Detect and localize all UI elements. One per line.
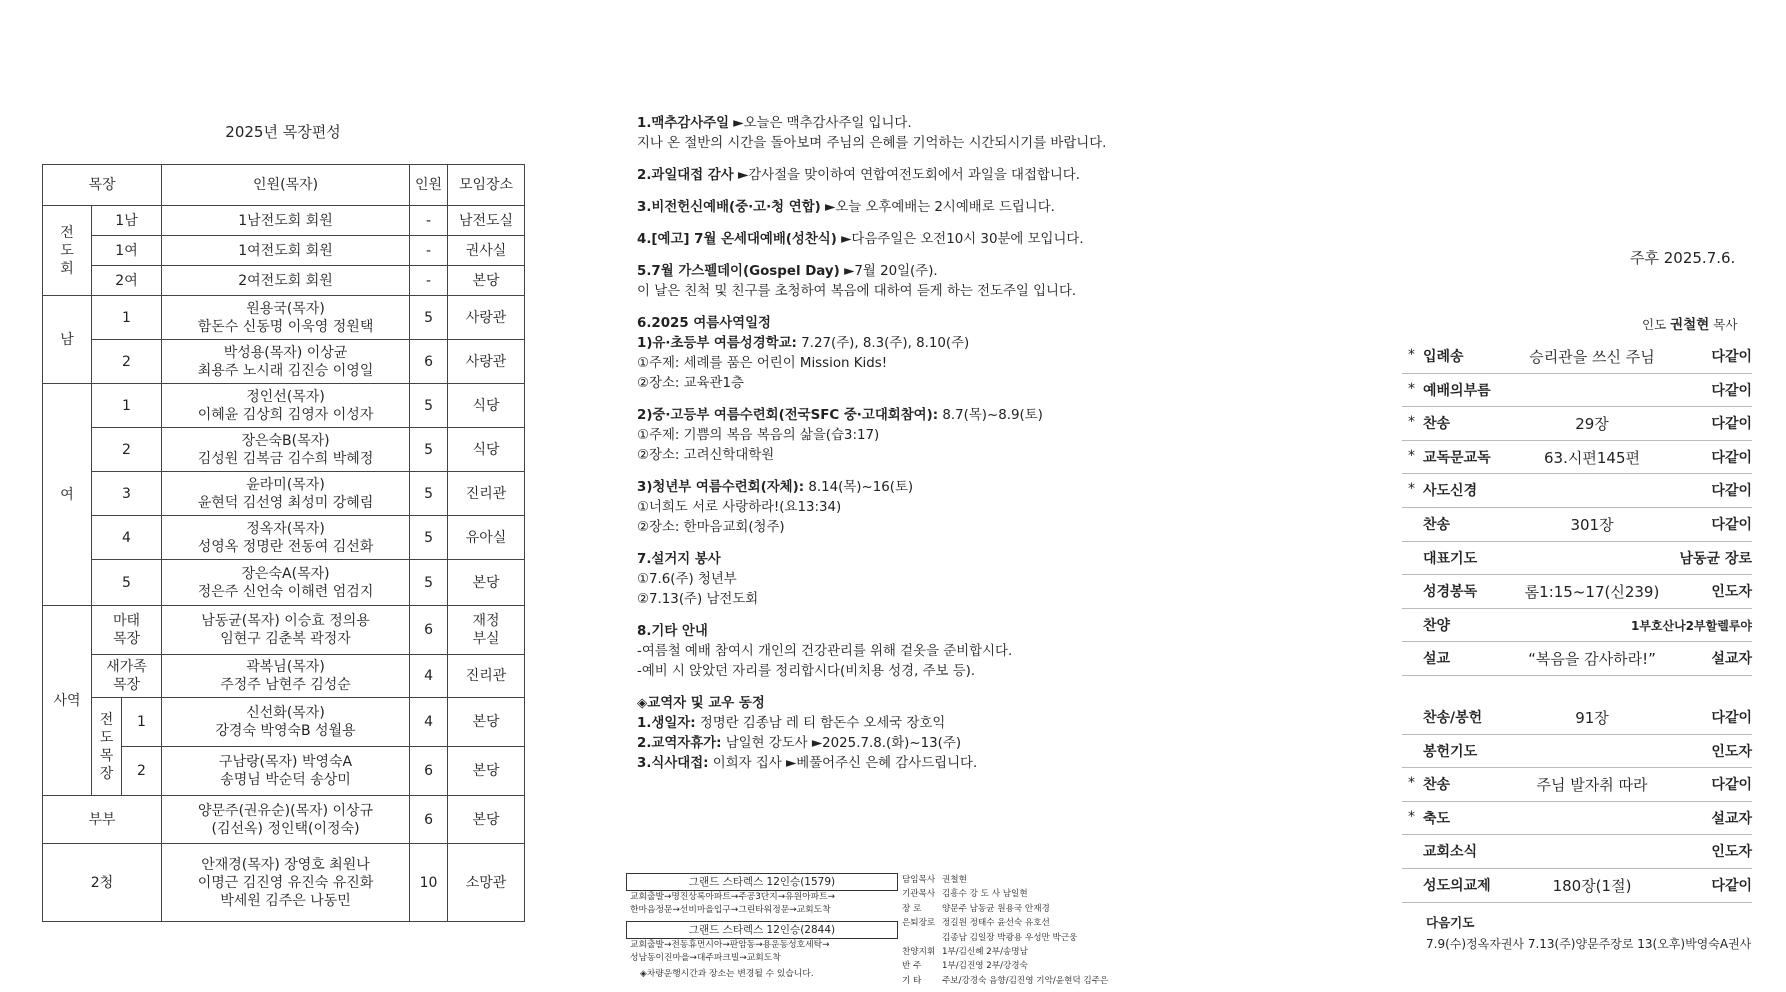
row-place: 진리관: [448, 655, 525, 698]
row-count: 6: [410, 747, 448, 796]
worship-item: 찬송/봉헌 91장 다같이: [1402, 701, 1752, 735]
row-place: 남전도실: [448, 206, 525, 236]
news-birthday: 1.생일자: 정명란 김종남 레 티 함돈수 오세국 장호익: [637, 716, 946, 731]
announcement-7-title: 7.설거지 봉사: [637, 552, 721, 567]
row-count: 5: [410, 516, 448, 560]
worship-item: * 찬송 29장 다같이: [1402, 407, 1752, 441]
row-count: 5: [410, 384, 448, 428]
row-count: 4: [410, 655, 448, 698]
worship-item: 대표기도 남동균 장로: [1402, 542, 1752, 576]
row-name: 2: [92, 428, 162, 472]
staff-row: 장 로 양문주 남동균 원용국 안재경: [902, 903, 1050, 914]
worship-item: * 찬송 주님 발자취 따라 다같이: [1402, 768, 1752, 802]
table-row: [43, 844, 525, 922]
announcement-8-item: -예비 시 앉았던 자리를 정리합시다(비치용 성경, 주보 등).: [637, 664, 976, 679]
group-label-jeondohoe: 전 도 회: [43, 206, 92, 296]
row-count: 5: [410, 560, 448, 606]
staff-row: 은퇴장로 정길원 정태수 윤선숙 유호선: [902, 918, 1050, 929]
row-place: 사랑관: [448, 340, 525, 384]
row-count: 10: [410, 844, 448, 922]
route-1-line: 교회출발→명진상록아파트→주공3단지→유원아파트→: [630, 892, 836, 902]
row-place: 유아실: [448, 516, 525, 560]
row-members: 양문주(권유순)(목자) 이상규 (김선옥) 정인택(이정숙): [162, 796, 410, 844]
worship-item: 찬송 301장 다같이: [1402, 508, 1752, 542]
row-members: 장은숙A(목자) 정은주 신언숙 이해련 엄검지: [162, 560, 410, 606]
row-place: 재정 부실: [448, 606, 525, 655]
route-2-line: 성남동이진마을→대주파크빌→교회도착: [630, 953, 781, 963]
group-label-yeo: 여: [43, 384, 92, 606]
staff-row: 찬양지휘 1부/김신혜 2부/송명남: [902, 947, 1028, 958]
announcement-7-item: ②7.13(주) 남전도회: [637, 592, 759, 607]
staff-row: 담임목사 권철현: [902, 875, 967, 885]
row-name: 1: [92, 384, 162, 428]
table-row: [43, 236, 525, 266]
announcement-2: 2.과일대접 감사 ►감사절을 맞이하여 연합여전도회에서 과일을 대접합니다.: [637, 168, 1080, 183]
row-members: 1남전도회 회원: [162, 206, 410, 236]
row-members: 1여전도회 회원: [162, 236, 410, 266]
table-row: [43, 266, 525, 296]
table-header-row: [43, 165, 525, 206]
worship-item: 봉헌기도 인도자: [1402, 735, 1752, 769]
route-1-line: 한마음정문→선비마을입구→그린타워정문→교회도착: [630, 905, 831, 915]
row-count: -: [410, 206, 448, 236]
row-place: 사랑관: [448, 296, 525, 340]
table-row: [43, 340, 525, 384]
table-title: 2025년 목장편성: [225, 123, 341, 141]
group-label-nam: 남: [43, 296, 92, 384]
worship-order-after-sermon: [1402, 701, 1752, 903]
row-count: 5: [410, 472, 448, 516]
worship-item: * 교독문교독 63.시편145편 다같이: [1402, 441, 1752, 475]
route-2-line: 교회출발→전동휴먼시아→판암동→용운동성호세탁→: [630, 940, 830, 950]
announcement-3: 3.비전헌신예배(중·고·청 연합) ►오늘 오후예배는 2시예배로 드립니다.: [637, 200, 1055, 215]
row-members: 곽복님(목자) 주정주 남현주 김성순: [162, 655, 410, 698]
row-name: 1남: [92, 206, 162, 236]
row-count: 6: [410, 606, 448, 655]
row-count: -: [410, 266, 448, 296]
staff-row: 김종남 김일장 박광용 우성만 박근웅: [942, 932, 1078, 943]
vehicle-box-2: 그랜드 스타렉스 12인승(2844): [626, 921, 898, 939]
staff-row: 기관목사 김흥수 강 도 사 남일현: [902, 889, 1028, 900]
table-row: [43, 796, 525, 844]
staff-row: 반 주 1부/김진영 2부/강경숙: [902, 961, 1028, 972]
row-place: 진리관: [448, 472, 525, 516]
worship-order: [1402, 340, 1752, 676]
row-name: 부부: [43, 796, 162, 844]
announcement-6-title: 6.2025 여름사역일정: [637, 316, 771, 331]
announcement-4: 4.[예고] 7월 온세대예배(성찬식) ►다음주일은 오전10시 30분에 모입니다.: [637, 232, 1084, 247]
row-members: 정인선(목자) 이혜윤 김상희 김영자 이성자: [162, 384, 410, 428]
staff-row: 기 타 주보/강경숙 음향/김진영 기악/윤현덕 김주은: [902, 975, 1109, 986]
worship-item: 성도의교제 180장(1절) 다같이: [1402, 869, 1752, 903]
row-name: 3: [92, 472, 162, 516]
row-name: 2: [92, 340, 162, 384]
announcements: [637, 114, 1157, 774]
table-row: [43, 560, 525, 606]
row-name: 2여: [92, 266, 162, 296]
row-place: 소망관: [448, 844, 525, 922]
table-row: [43, 384, 525, 428]
worship-item: * 예배의부름 다같이: [1402, 374, 1752, 408]
row-members: 남동균(목자) 이승효 정의용 임현구 김춘복 곽정자: [162, 606, 410, 655]
announcement-6-1: 1)유·초등부 여름성경학교: 7.27(주), 8.3(주), 8.10(주): [637, 336, 970, 351]
news-meal: 3.식사대접: 이희자 집사 ►베풀어주신 은혜 감사드립니다.: [637, 756, 978, 771]
row-count: 5: [410, 428, 448, 472]
row-name: 새가족 목장: [92, 655, 162, 698]
row-members: 장은숙B(목자) 김성원 김복금 김수희 박혜정: [162, 428, 410, 472]
row-members: 박성용(목자) 이상균 최용주 노시래 김진승 이영일: [162, 340, 410, 384]
header-count: 인원: [410, 165, 448, 206]
service-date: 주후 2025.7.6.: [1630, 249, 1736, 267]
row-name: 2청: [43, 844, 162, 922]
row-members: 신선화(목자) 강경숙 박영숙B 성월용: [162, 698, 410, 747]
sub-group-label-jeondo: 전 도 목 장: [92, 698, 122, 796]
table-row: [43, 606, 525, 655]
announcement-6-3-place: ②장소: 한마음교회(청주): [637, 520, 785, 535]
row-members: 정옥자(목자) 성영옥 정명란 전동여 김선화: [162, 516, 410, 560]
worship-item: * 입례송 승리관을 쓰신 주님 다같이: [1402, 340, 1752, 374]
worship-item: * 축도 설교자: [1402, 802, 1752, 836]
table-row: [43, 296, 525, 340]
row-name: 마태 목장: [92, 606, 162, 655]
row-members: 안재경(목자) 장영호 최원나 이명근 김진영 유진숙 유진화 박세원 김주은 나동민: [162, 844, 410, 922]
table-row: [43, 472, 525, 516]
announcement-8-title: 8.기타 안내: [637, 624, 708, 639]
route-note: ◈차량운행시간과 장소는 변경될 수 있습니다.: [640, 969, 814, 979]
row-count: 6: [410, 340, 448, 384]
table-row: [43, 428, 525, 472]
row-count: 6: [410, 796, 448, 844]
header-place: 모임장소: [448, 165, 525, 206]
announcement-6-3: 3)청년부 여름수련회(자체): 8.14(목)~16(토): [637, 480, 914, 495]
row-place: 식당: [448, 384, 525, 428]
announcement-1-detail: 지나 온 절반의 시간을 돌아보며 주님의 은혜를 기억하는 시간되시기를 바랍니다.: [637, 136, 1107, 151]
announcement-6-1-place: ②장소: 교육관1층: [637, 376, 744, 391]
announcement-6-1-theme: ①주제: 세례를 품은 어린이 Mission Kids!: [637, 356, 888, 371]
row-place: 본당: [448, 796, 525, 844]
row-count: -: [410, 236, 448, 266]
group-label-sayeok: 사역: [43, 606, 92, 796]
worship-item: 찬양 1부호산나2부할렐루야: [1402, 609, 1752, 643]
worship-item: 성경봉독 롬1:15~17(신239) 인도자: [1402, 575, 1752, 609]
row-place: 본당: [448, 747, 525, 796]
announcement-6-2-place: ②장소: 고려신학대학원: [637, 448, 775, 463]
news-vacation: 2.교역자휴가: 남일현 강도사 ►2025.7.8.(화)~13(주): [637, 736, 962, 751]
table-row: [43, 516, 525, 560]
worship-item: 교회소식 인도자: [1402, 835, 1752, 869]
group-table: [42, 164, 525, 922]
table-row: [43, 655, 525, 698]
row-place: 식당: [448, 428, 525, 472]
announcement-5-detail: 이 날은 친척 및 친구를 초청하여 복음에 대하여 듣게 하는 전도주일 입니다.: [637, 284, 1077, 299]
header-members: 인원(목자): [162, 165, 410, 206]
row-name: 1: [92, 296, 162, 340]
announcement-7-item: ①7.6(주) 청년부: [637, 572, 737, 587]
service-leader: 인도 권철현 목사: [1642, 317, 1738, 333]
news-title: ◈교역자 및 교우 동정: [637, 696, 765, 711]
row-members: 구남랑(목자) 박영숙A 송명님 박순덕 송상미: [162, 747, 410, 796]
row-members: 원용국(목자) 함돈수 신동명 이욱영 정원택: [162, 296, 410, 340]
announcement-6-2-theme: ①주제: 기쁨의 복음 복음의 삶을(습3:17): [637, 428, 880, 443]
vehicle-box-1: 그랜드 스타렉스 12인승(1579): [626, 873, 898, 891]
worship-item: * 사도신경 다같이: [1402, 474, 1752, 508]
row-count: 5: [410, 296, 448, 340]
announcement-6-3-theme: ①너희도 서로 사랑하라!(요13:34): [637, 500, 842, 515]
announcement-8-item: -여름철 예배 참여시 개인의 건강관리를 위해 겉옷을 준비합시다.: [637, 644, 1013, 659]
next-prayer-title: 다음기도: [1426, 915, 1475, 930]
row-place: 본당: [448, 560, 525, 606]
header-group: 목장: [43, 165, 162, 206]
next-prayer-list: 7.9(수)정옥자권사 7.13(주)양문주장로 13(오후)박영숙A권사: [1426, 937, 1752, 951]
staff-list: [902, 873, 1108, 988]
table-row: [43, 206, 525, 236]
row-place: 본당: [448, 266, 525, 296]
row-members: 윤라미(목자) 윤현덕 김선영 최성미 강혜림: [162, 472, 410, 516]
row-name: 1: [122, 698, 162, 747]
row-place: 권사실: [448, 236, 525, 266]
row-members: 2여전도회 회원: [162, 266, 410, 296]
row-name: 1여: [92, 236, 162, 266]
row-name: 4: [92, 516, 162, 560]
table-row: [43, 698, 525, 747]
row-place: 본당: [448, 698, 525, 747]
announcement-1: 1.맥추감사주일 ►오늘은 맥추감사주일 입니다.: [637, 116, 912, 131]
row-name: 5: [92, 560, 162, 606]
announcement-5: 5.7월 가스펠데이(Gospel Day) ►7월 20일(주).: [637, 264, 938, 279]
worship-item: 설교 “복음을 감사하라!” 설교자: [1402, 642, 1752, 676]
announcement-6-2: 2)중·고등부 여름수련회(전국SFC 중·고대회참여): 8.7(목)~8.9(토): [637, 408, 1043, 423]
row-count: 4: [410, 698, 448, 747]
row-name: 2: [122, 747, 162, 796]
